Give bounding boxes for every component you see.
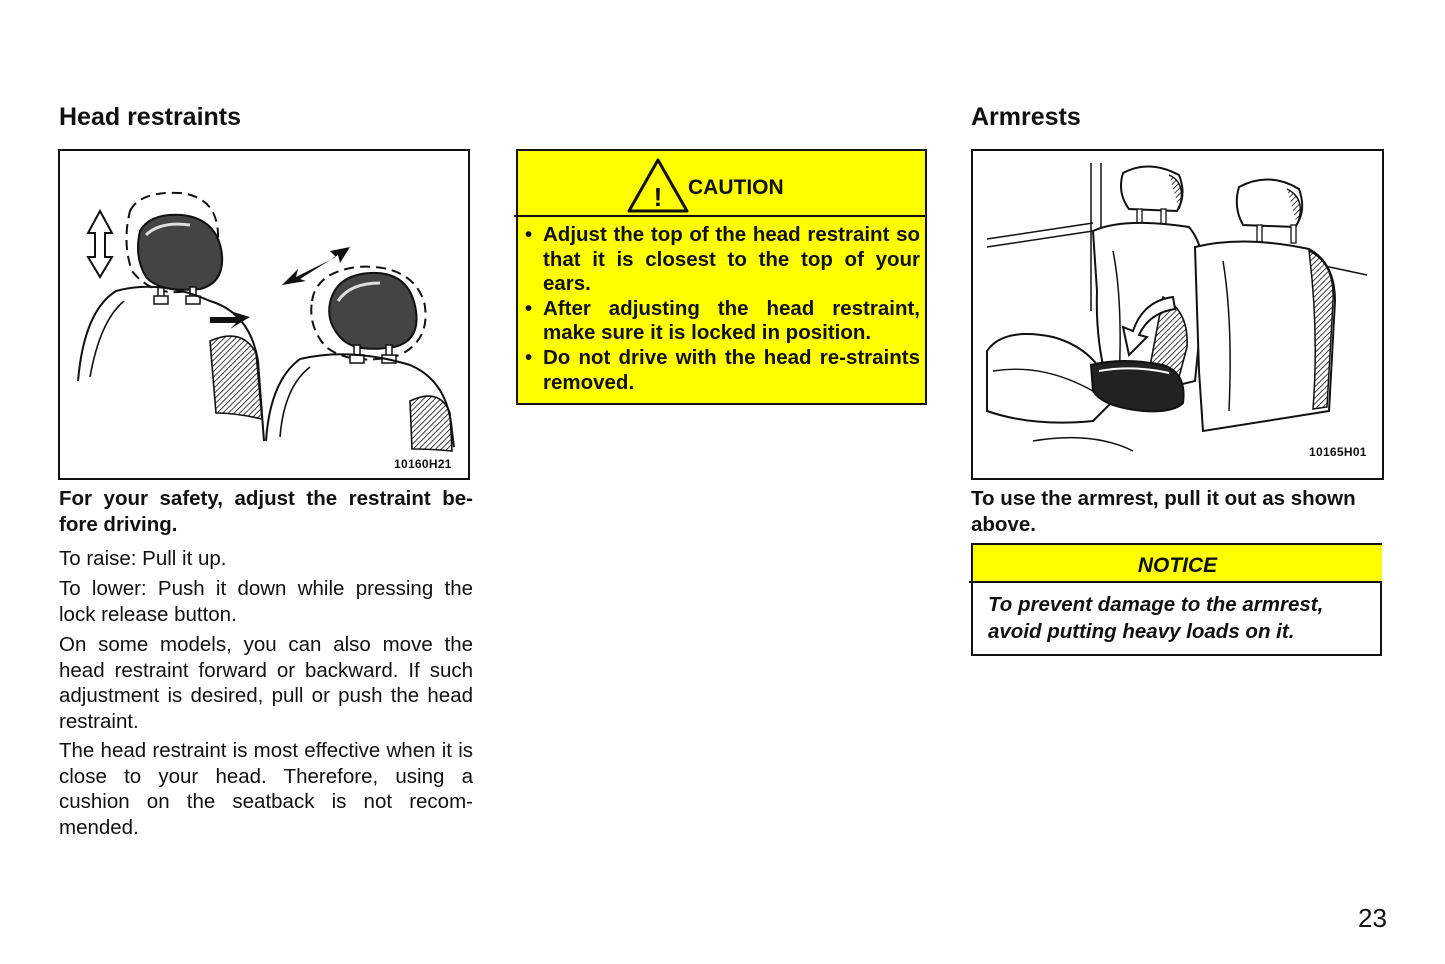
lower-instruction: To lower: Push it down while pressing the lock release button.: [59, 577, 473, 626]
notice-divider: [969, 581, 1382, 583]
notice-header: [973, 545, 1382, 581]
raise-instruction: To raise: Pull it up.: [59, 547, 227, 570]
notice-title: NOTICE: [1137, 554, 1218, 577]
head-restraint-figure: [58, 149, 470, 480]
warning-glyph: !: [653, 182, 663, 212]
caution-divider: [514, 215, 925, 217]
armrest-figure: [971, 149, 1384, 480]
notice-body: To prevent damage to the armrest, avoid putting heavy loads on it.: [988, 593, 1324, 643]
forward-backward-paragraph: On some models, you can also move the head restraint forward or backward. If such adjustment is desired, pull or push the head restraint.: [59, 633, 473, 733]
caution-item: • Adjust the top of the head restraint so that it is closest to the top of your ears.: [525, 223, 920, 296]
figure-code: 10160H21: [394, 457, 452, 471]
page-number: 23: [1358, 903, 1387, 933]
caution-box: [516, 149, 927, 405]
effectiveness-paragraph: The head restraint is most effective when it is close to your head. Therefore, using a cushion on the seatback is not recom-mended.: [59, 739, 473, 839]
caution-header: [518, 151, 925, 217]
figure-code: 10165H01: [1309, 445, 1367, 459]
safety-lead: For your safety, adjust the restraint be-fore driving.: [59, 487, 473, 536]
up-down-arrow-icon: [88, 211, 112, 277]
caution-list: [524, 223, 920, 395]
armrests-heading: Armrests: [971, 103, 1081, 131]
armrest-lead: To use the armrest, pull it out as shown above.: [971, 487, 1356, 536]
head-restraint-illustration: [60, 151, 468, 478]
caution-item: • Do not drive with the head re-straints removed.: [525, 345, 920, 394]
forward-backward-arrow-icon: [282, 247, 350, 285]
notice-box: [971, 543, 1382, 656]
warning-triangle-icon: [626, 157, 690, 213]
head-restraints-heading: Head restraints: [59, 103, 242, 131]
armrest-illustration: [973, 151, 1382, 478]
caution-item: • After adjusting the head restraint, make sure it is locked in position.: [525, 296, 920, 345]
caution-title: CAUTION: [688, 176, 784, 199]
